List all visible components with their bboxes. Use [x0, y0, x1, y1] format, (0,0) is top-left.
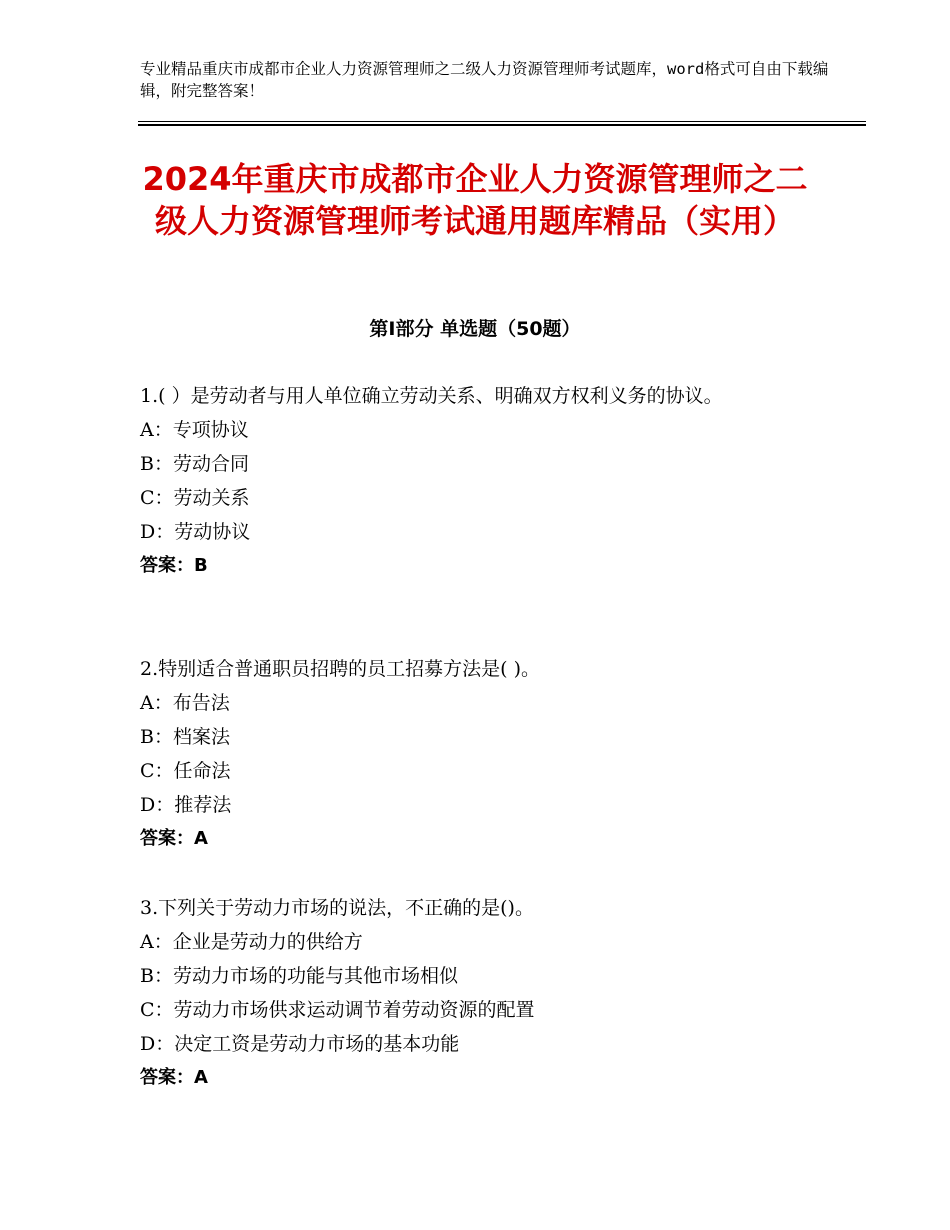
question-stem: 1.( ）是劳动者与用人单位确立劳动关系、明确双方权利义务的协议。	[140, 385, 723, 407]
answer: 答案：A	[140, 828, 208, 849]
option-c: C：劳动关系	[140, 487, 250, 509]
option-d: D：推荐法	[140, 794, 232, 816]
header-note: 专业精品重庆市成都市企业人力资源管理师之二级人力资源管理师考试题库，word格式可自由下载编辑，附完整答案！	[140, 60, 829, 100]
option-b: B：劳动力市场的功能与其他市场相似	[140, 965, 458, 987]
document-title: 2024年重庆市成都市企业人力资源管理师之二级人力资源管理师考试通用题库精品（实用）	[142, 160, 808, 240]
answer: 答案：A	[140, 1067, 208, 1088]
header-divider	[138, 121, 866, 128]
option-d: D：劳动协议	[140, 521, 251, 543]
question-3	[140, 891, 790, 1095]
option-a: A：专项协议	[140, 419, 249, 441]
question-1	[140, 379, 790, 583]
option-a: A：布告法	[140, 692, 230, 714]
question-stem: 3.下列关于劳动力市场的说法，不正确的是()。	[140, 897, 534, 919]
question-stem: 2.特别适合普通职员招聘的员工招募方法是( )。	[140, 658, 540, 680]
option-a: A：企业是劳动力的供给方	[140, 931, 363, 953]
option-b: B：档案法	[140, 726, 230, 748]
option-b: B：劳动合同	[140, 453, 249, 475]
option-d: D：决定工资是劳动力市场的基本功能	[140, 1033, 460, 1055]
header-divider-thick-line	[138, 124, 866, 126]
answer: 答案：B	[140, 555, 208, 576]
header-divider-thin-line	[138, 121, 866, 122]
section-title: 第Ⅰ部分 单选题（50题）	[369, 318, 581, 340]
option-c: C：任命法	[140, 760, 231, 782]
option-c: C：劳动力市场供求运动调节着劳动资源的配置	[140, 999, 535, 1021]
question-2	[140, 652, 790, 856]
